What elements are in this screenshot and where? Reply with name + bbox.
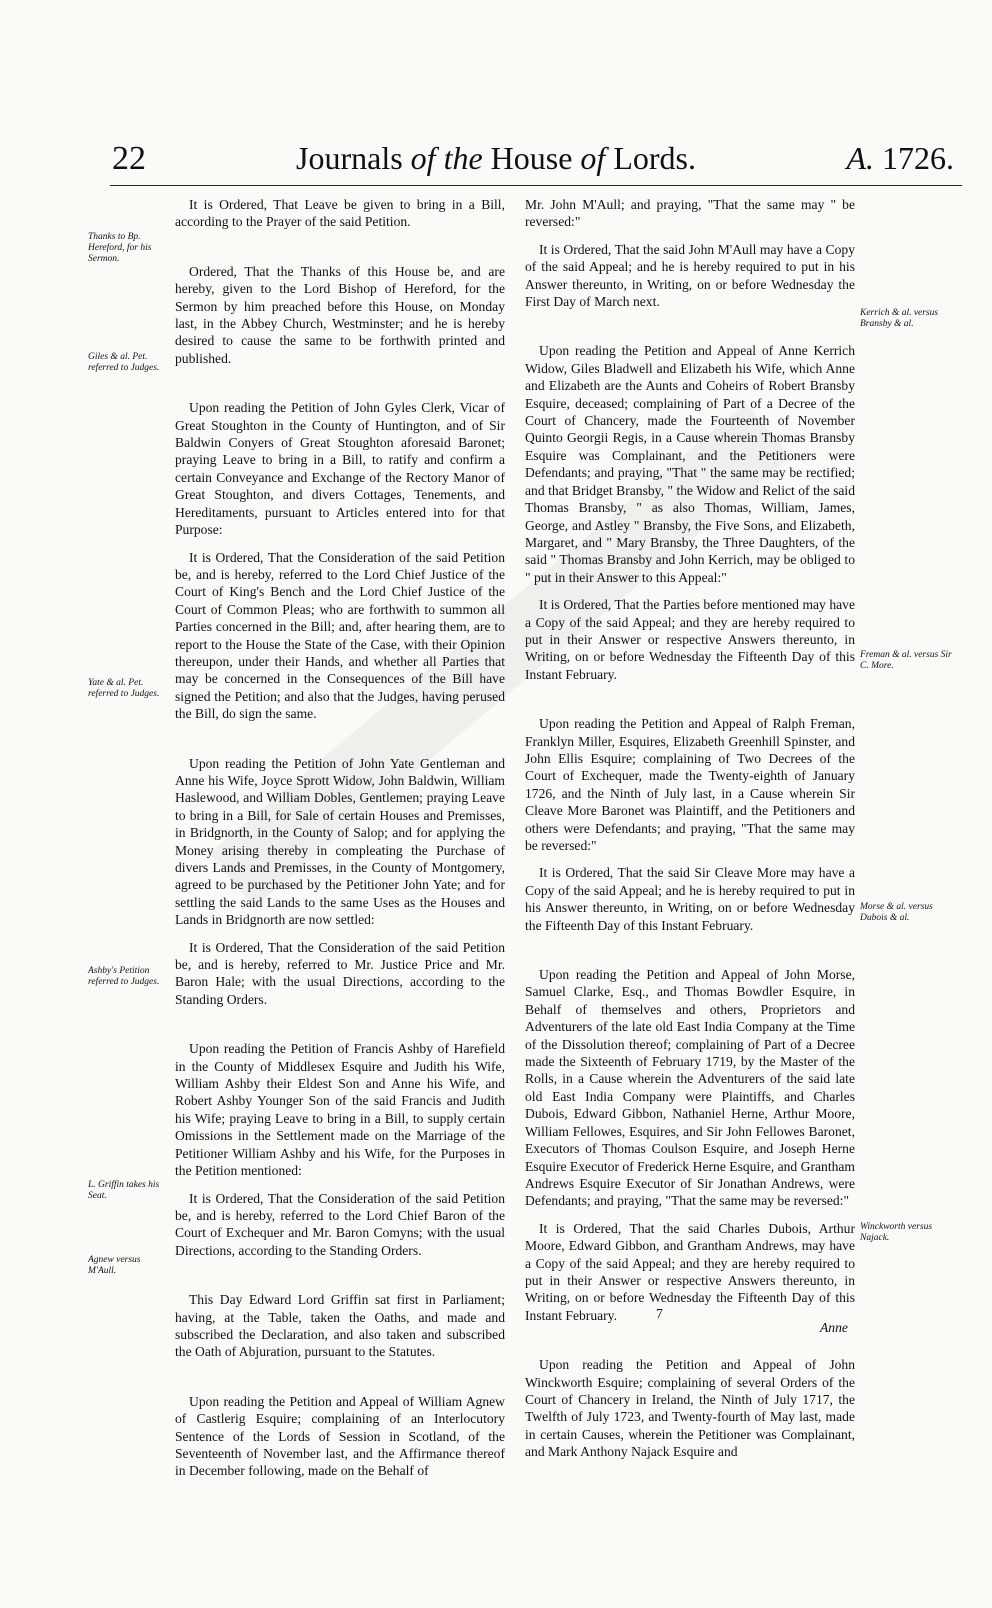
paragraph: It is Ordered, That the said John M'Aull may have a Copy of the said Appeal; and he is hereby required to put in his Answer thereunto, in Writing, on or before Wednesday the First Day of March next. — [525, 241, 855, 310]
paragraph: Upon reading the Petition and Appeal of John Winckworth Esquire; complaining of several Orders of the Court of Chancery in Ireland, the Ninth of July 1717, the Twelfth of July 1723, and Twenty-fourth of May last, made in certain Causes, wherein the Petitioner was Complainant, and Mark Anthony Najack Esquire and — [525, 1357, 855, 1460]
paragraph: It is Ordered, That the Consideration of the said Petition be, and is hereby, referred to Mr. Justice Price and Mr. Baron Hale; with the usual Directions, according to the Standing Orders. — [175, 939, 505, 1007]
margin-note-thanks: Thanks to Bp. Hereford, for his Sermon. — [88, 232, 152, 264]
paragraph: It is Ordered, That the said Charles Dubois, Arthur Moore, Edward Gibbon, and Grantham Andrews, may have a Copy of the said Appeal; and they are hereby required to put in their Answer or respective Answers thereunto, in Writing, on or before Wednesday the Fifteenth Day of this Instant February. — [525, 1220, 855, 1323]
paragraph: Upon reading the Petition of John Yate Gentleman and Anne his Wife, Joyce Sprott Widow, John Baldwin, William Haslewood, and William Dobles, Gentlemen; praying Leave to bring in a Bill, for Sale of certain Houses and Premisses, in Bridgnorth, in the County of Salop; and for applying the Money arising thereby in compleating the Purchase of divers Lands and Premisses, in the County of Montgomery, agreed to be purchased by the Petitioner John Yate; and for settling the said Lands to the same Uses as the Houses and Lands in Bridgnorth are now settled: — [175, 755, 505, 928]
paragraph: It is Ordered, That the Consideration of the said Petition be, and is hereby, referred to the Lord Chief Justice of the Court of King's Bench and the Lord Chief Justice of the Court of Common Pleas; who are forthwith to summon all Parties concerned in the Bill; and, after hearing them, are to report to the House the State of the Case, with their Opinion thereupon, under their Hands, and whether all Parties that may be concerned in the Consequences of the Bill have signed the Petition; and also that the Judges, having perused the Bill, do sign the same. — [175, 549, 505, 722]
paragraph: It is Ordered, That the Consideration of the said Petition be, and is hereby, referred to the Lord Chief Baron of the Court of Exchequer and Mr. Baron Comyns; with the usual Directions, according to the Standing Orders. — [175, 1190, 505, 1258]
paragraph: It is Ordered, That the said Sir Cleave More may have a Copy of the said Appeal; and he is hereby required to put in his Answer thereunto, in Writing, on or before Wednesday the Fifteenth Day of this Instant February. — [525, 865, 855, 933]
left-column — [175, 196, 505, 1490]
page-number: 22 — [112, 140, 146, 177]
catchword: Anne — [820, 1320, 848, 1335]
paragraph: Upon reading the Petition of John Gyles Clerk, Vicar of Great Stoughton in the County of Huntington, and of Sir Baldwin Conyers of Great Stoughton aforesaid Baronet; praying Leave to bring in a Bill, to ratify and confirm a certain Conveyance and Exchange of the Rectory Manor of Great Stoughton, and divers Cottages, Tenements, and Hereditaments, pursuant to Articles entered into for that Purpose: — [175, 400, 505, 538]
margin-note-freman: Freman & al. versus Sir C. More. — [860, 650, 952, 671]
paragraph: Upon reading the Petition and Appeal of William Agnew of Castlerig Esquire; complaining of an Interlocutory Sentence of the Lords of Session in Scotland, of the Seventeenth of November last, and the Affirmance thereof in December following, made on the Behalf of — [175, 1393, 505, 1479]
header-rule — [110, 185, 962, 186]
margin-note-kerrich: Kerrich & al. versus Bransby & al. — [860, 308, 939, 329]
paragraph: Upon reading the Petition and Appeal of Anne Kerrich Widow, Giles Bladwell and Elizabeth his Wife, which Anne and Elizabeth are the Aunts and Coheirs of Robert Bransby Esquire, deceased; complaining of Part of a Decree of the Court of Chancery, made the Fourteenth of November Quinto Georgii Regis, in a Cause wherein Thomas Bransby Esquire was Complainant, and the Petitioners were Defendants; and praying, "That " the same may be rectified; and that Bridget Bransby, " the Widow and Relict of the said Thomas Bransby, " as also Thomas, William, James, George, and Astley " Bransby, the Five Sons, and Elizabeth, Margaret, and " Mary Bransby, the Three Daughters, of the said " Thomas Bransby and John Kerrich, may be obliged to " put in their Answer to this Appeal:" — [525, 343, 855, 585]
paragraph: This Day Edward Lord Griffin sat first in Parliament; having, at the Table, taken the Oaths, and made and subscribed the Declaration, and also taken and subscribed the Oath of Abjuration, pursuant to the Statutes. — [175, 1292, 505, 1360]
margin-note-agnew: Agnew versus M'Aull. — [88, 1255, 141, 1276]
signature-mark: 7 — [656, 1306, 663, 1321]
running-title: Journals of the House of Lords. — [296, 140, 696, 176]
page-header — [0, 140, 992, 188]
margin-note-griffin: L. Griffin takes his Seat. — [88, 1180, 160, 1201]
paragraph: Upon reading the Petition and Appeal of John Morse, Samuel Clarke, Esq., and Thomas Bowdler Esquire, in Behalf of themselves and others, Proprietors and Adventurers of the late old East India Company at the Time of the Dissolution thereof; complaining of Part of a Decree made the Sixteenth of February 1719, by the Master of the Rolls, in a Cause wherein the Adventurers of the said late old East India Company were Plaintiffs, and Charles Dubois, Edward Gibbon, Nathaniel Herne, Arthur Moore, William Fellowes, Esquires, and Sir John Fellowes Baronet, Executors of Thomas Coulson Esquire, and Joseph Herne Esquire Executor of Frederick Herne Esquire, and Grantham Andrews Esquire Executor of Sir Jonathan Andrews, were Defendants; and praying, "That the same may be reversed:" — [525, 967, 855, 1209]
margin-note-morse: Morse & al. versus Dubois & al. — [860, 902, 933, 923]
margin-note-winckworth: Winckworth versus Najack. — [860, 1222, 933, 1243]
paragraph: Mr. John M'Aull; and praying, "That the same may " be reversed:" — [525, 197, 855, 230]
right-column — [525, 196, 855, 1471]
paragraph: Ordered, That the Thanks of this House be, and are hereby, given to the Lord Bishop of Hereford, for the Sermon by him preached before this House, on Monday last, in the Abbey Church, Westminster; and he is hereby desired to cause the same to be forthwith printed and published. — [175, 263, 505, 366]
paragraph: Upon reading the Petition and Appeal of Ralph Freman, Franklyn Miller, Esquires, Elizabeth Greenhill Spinster, and John Ellis Esquire; complaining of Two Decrees of the Court of Exchequer, made the Twenty-eighth of January 1726, and the Ninth of July last, in a Cause wherein Sir Cleave More Baronet was Plaintiff, and the Petitioners and others were Defendants; and praying, "That the same may be reversed:" — [525, 716, 855, 853]
margin-note-giles: Giles & al. Pet. referred to Judges. — [88, 352, 160, 373]
margin-note-ashby: Ashby's Petition referred to Judges. — [88, 966, 160, 987]
paragraph: Upon reading the Petition of Francis Ashby of Harefield in the County of Middlesex Esquire and Judith his Wife, William Ashby their Eldest Son and Anne his Wife, and Robert Ashby Younger Son of the said Francis and Judith his Wife; praying Leave to bring in a Bill, to supply certain Omissions in the Settlement made on the Marriage of the Petitioner William Ashby and his Wife, for the Purposes in the Petition mentioned: — [175, 1041, 505, 1179]
paragraph: It is Ordered, That the Parties before mentioned may have a Copy of the said Appeal; and they are hereby required to put in their Answer or respective Answers thereunto, in Writing, on or before Wednesday the Fifteenth Day of this Instant February. — [525, 597, 855, 682]
margin-note-yate: Yate & al. Pet. referred to Judges. — [88, 678, 160, 699]
year: A. 1726. — [846, 140, 954, 176]
paragraph: It is Ordered, That Leave be given to bring in a Bill, according to the Prayer of the said Petition. — [175, 197, 505, 230]
